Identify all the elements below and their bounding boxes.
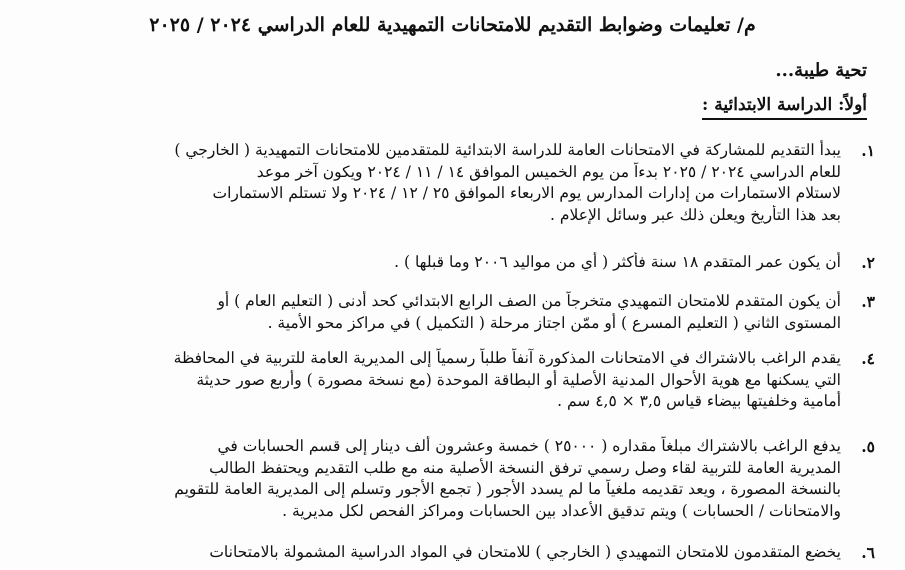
item-text bbox=[60, 436, 841, 522]
item-line: أمامية وخلفيتها بيضاء قياس ٣,٥ × ٤,٥ سم . bbox=[557, 392, 841, 410]
item-line: التي يسكنها مع هوية الأحوال المدنية الأصلية أو البطاقة الموحدة (مع نسخة مصورة ) وأربع صور حديثة bbox=[196, 370, 841, 389]
item-text bbox=[60, 291, 841, 334]
item-text bbox=[60, 252, 841, 274]
item-number: ٥. bbox=[861, 437, 875, 456]
item-text bbox=[60, 140, 841, 226]
item-line: للعام الدراسي ٢٠٢٤ / ٢٠٢٥ بدءاً من يوم الخميس الموافق ١٤ / ١١ / ٢٠٢٤ ويكون آخر موعد bbox=[256, 162, 841, 181]
item-number: ١. bbox=[861, 141, 875, 160]
item-text bbox=[60, 542, 841, 564]
item-line: يبدأ التقديم للمشاركة في الامتحانات العامة للدراسة الابتدائية للمتقدمين للامتحانات التمهيدية ( الخارجي ) bbox=[174, 141, 841, 159]
item-number: ٤. bbox=[861, 349, 875, 368]
item-line: يقدم الراغب بالاشتراك في الامتحانات المذكورة آنفاً طلباً رسمياً إلى المديرية العامة للتربية في المحافظة bbox=[173, 349, 841, 367]
instruction-item bbox=[60, 542, 875, 564]
section-heading: أولاً: الدراسة الابتدائية : bbox=[702, 92, 867, 120]
item-number: ٣. bbox=[861, 292, 875, 311]
item-line: يدفع الراغب بالاشتراك مبلغاً مقداره ( ٢٥٠٠٠ ) خمسة وعشرون ألف دينار إلى قسم الحسابات في bbox=[217, 437, 841, 455]
document-title: م/ تعليمات وضوابط التقديم للامتحانات التمهيدية للعام الدراسي ٢٠٢٤ / ٢٠٢٥ bbox=[149, 14, 756, 36]
instruction-item bbox=[60, 436, 875, 522]
item-line: لاستلام الاستمارات من إدارات المدارس يوم الاربعاء الموافق ٢٥ / ١٢ / ٢٠٢٤ ولا تستلم الاستمارات bbox=[212, 184, 841, 202]
item-number: ٦. bbox=[861, 543, 875, 562]
instruction-item bbox=[60, 140, 875, 226]
item-line: والامتحانات / الحسابات ) ويتم تدقيق الأعداد بين الحسابات ومراكز الفحص لكل مديرية . bbox=[282, 501, 841, 520]
instruction-item bbox=[60, 291, 875, 334]
item-line: المستوى الثاني ( التعليم المسرع ) أو ممّن اجتاز مرحلة ( التكميل ) في مراكز محو الأمية . bbox=[267, 313, 841, 332]
item-text bbox=[60, 348, 841, 413]
item-line: أن يكون المتقدم للامتحان التمهيدي متخرجاً من الصف الرابع الابتدائي كحد أدنى ( التعليم العام ) أو bbox=[217, 292, 841, 310]
greeting: تحية طيبة... bbox=[775, 60, 867, 81]
item-line: المديرية العامة للتربية لقاء وصل رسمي ترفق النسخة الأصلية منه مع طلب التقديم ويحتفظ الطالب bbox=[209, 458, 841, 477]
item-line: أن يكون عمر المتقدم ١٨ سنة فأكثر ( أي من مواليد ٢٠٠٦ وما قبلها ) . bbox=[394, 253, 841, 271]
item-line: بالنسخة المصورة ، ويعد تقديمه ملغياً ما لم يسدد الأجور ( تجمع الأجور وتسلم إلى المديرية العامة للتقويم bbox=[174, 480, 841, 498]
item-line: بعد هذا التأريخ ويعلن ذلك عبر وسائل الإعلام . bbox=[550, 205, 841, 224]
item-number: ٢. bbox=[861, 253, 875, 272]
instruction-item bbox=[60, 348, 875, 413]
item-line: يخضع المتقدمون للامتحان التمهيدي ( الخارجي ) للامتحان في المواد الدراسية المشمولة بالامتحانات bbox=[209, 543, 841, 561]
instruction-item bbox=[60, 252, 875, 274]
